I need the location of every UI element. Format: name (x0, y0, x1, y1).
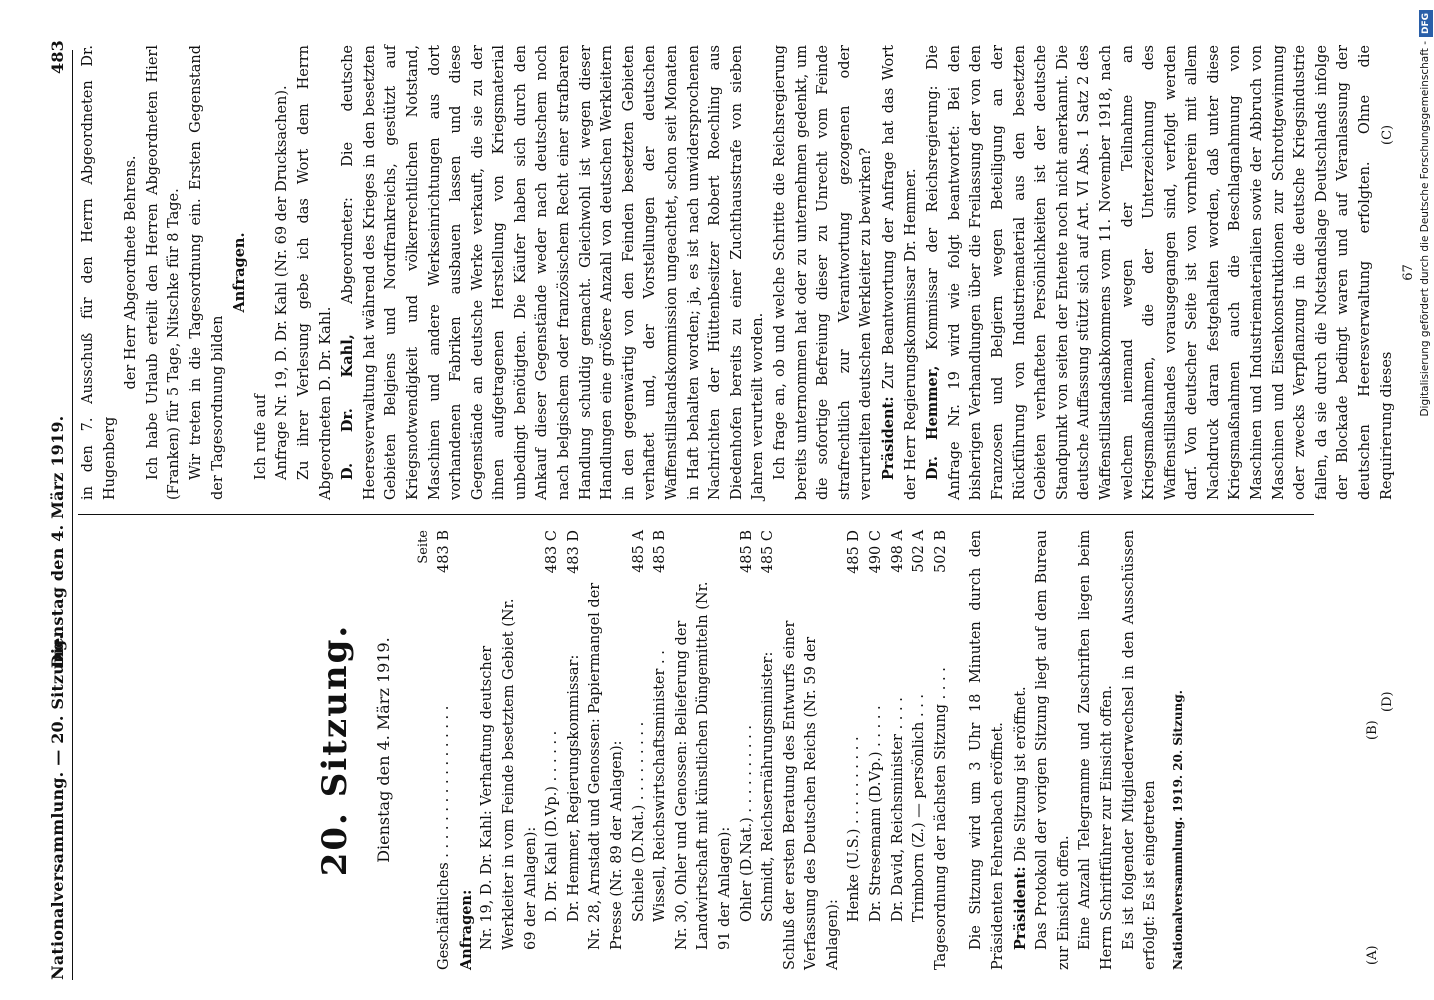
toc-row (931, 530, 953, 970)
agenda-text: Wir treten in die Tagesordnung ein. Ersten Gegenstand der Tagesordnung bilden (187, 45, 226, 500)
protocol-text: Das Protokoll der vorigen Sitzung liegt auf dem Bureau zur Einsicht offen. (1034, 530, 1072, 970)
toc-text: Tagesordnung der nächsten Sitzung . . . . (932, 667, 949, 970)
toc-text: D. Dr. Kahl (D.Vp.) . . . . . . (544, 730, 561, 922)
toc-row (650, 530, 672, 970)
hemmer-speech (922, 45, 1398, 500)
toc-row (629, 530, 651, 970)
question-text: Ich frage an, ob und welche Schritte die Reichsregierung bereits unternommen hat oder zu unternehmen gedenkt, um die sofortige Befreiung dieser zu Unrecht vom Feinde strafrechtlich zur Verantwortung gezogenen oder verurteilten deutschen Werkleiter zu bewirken? (772, 45, 875, 500)
toc-text: Anfragen: (457, 889, 475, 970)
column-divider (78, 514, 1314, 515)
toc-text: Geschäftliches . . . . . . . . . . . . . . . . . (436, 705, 453, 970)
president-label: Präsident: (1011, 866, 1029, 950)
president-text: Die Sitzung ist eröffnet. (1012, 686, 1029, 862)
toc-page: 485 B (652, 530, 669, 573)
toc-page: 485 B (738, 530, 755, 573)
hemmer-role: Kommissar der Reichsregierung: (925, 85, 942, 350)
toc-row (672, 530, 737, 970)
right-column (78, 45, 1420, 500)
toc-row (888, 530, 910, 970)
session-title: 20. Sitzung. (315, 623, 355, 877)
margin-mark-a: (A) (1365, 945, 1380, 965)
anfrage-19: Anfrage Nr. 19, D. Dr. Kahl (Nr. 69 der Drucksachen). (274, 85, 291, 480)
toc-text: Schluß der ersten Beratung des Entwurfs einer Verfassung des Deutschen Reichs (Nr. 59 der Anlagen): (781, 620, 841, 970)
toc-text: Dr. David, Reichsminister . . . . (889, 697, 906, 922)
toc-page: 502 A (911, 530, 928, 573)
toc-row (456, 530, 478, 970)
toc-row (434, 530, 456, 970)
header-rule (72, 50, 73, 980)
anfragen-heading: Anfragen. (231, 232, 249, 313)
toc-text: Schiele (D.Nat.) . . . . . . . . . (630, 721, 647, 922)
toc-text: Wissell, Reichswirtschaftsminister . . (652, 650, 669, 922)
running-header (48, 40, 70, 980)
committee-line-2: der Herr Abgeordnete Behrens. (123, 155, 140, 390)
toc-row (564, 530, 586, 970)
toc-text: Nr. 28, Arnstadt und Genossen: Papiermangel der Presse (Nr. 89 der Anlagen): (587, 582, 625, 950)
header-left: Nationalversammlung. — 20. Sitzung. (48, 633, 67, 980)
toc-page: 485 A (630, 530, 647, 573)
seite-label: Seite (415, 530, 431, 564)
toc-page: 498 A (889, 530, 906, 573)
kahl-role: Abgeordneter: (340, 197, 357, 304)
toc-text: Trimborn (Z.) — persönlich . . . (911, 693, 928, 922)
leave-text: Ich habe Urlaub erteilt den Herren Abgeordneten Hierl (Franken) für 5 Tage, Nitschke für 8 Tage. (144, 45, 183, 500)
toc-page: 502 B (932, 530, 949, 573)
call-text: Ich rufe auf (252, 394, 269, 480)
toc-page: 483 C (544, 530, 561, 574)
toc-text: Nr. 30, Ohler und Genossen: Belieferung der Landwirtschaft mit künstlichen Düngemitteln (Nr. 91 der Anlagen): (673, 581, 733, 950)
praes-label: Präsident: (879, 396, 897, 480)
kahl-label: D. Dr. Kahl, (339, 334, 357, 480)
margin-mark-b: (B) (1365, 720, 1380, 740)
president-answer (878, 45, 922, 500)
opening-text: Die Sitzung wird um 3 Uhr 18 Minuten durch den Präsidenten Fehrenbach eröffnet. (968, 530, 1007, 970)
toc-text: Ohler (D.Nat.) . . . . . . . . . . (738, 725, 755, 922)
table-of-contents (434, 530, 952, 970)
kahl-speech (337, 45, 770, 500)
praes-text: Zur Beantwortung der Anfrage hat das Wort der Herr Regierungskommissar Dr. Hemmer. (880, 45, 919, 500)
toc-row (909, 530, 931, 970)
toc-row (477, 530, 542, 970)
toc-text: Schmidt, Reichsernährungsminister: (760, 651, 777, 922)
toc-page: 490 C (868, 530, 885, 574)
toc-row (542, 530, 564, 970)
digitization-strip (1416, 10, 1434, 990)
dfg-badge: DFG (1419, 10, 1433, 37)
telegrams-text: Eine Anzahl Telegramme und Zuschriften liegen beim Herrn Schriftführer zur Einsicht offen. (1077, 530, 1115, 970)
page-footer: Nationalversammlung. 1919. 20. Sitzung. (1170, 690, 1185, 970)
toc-row (844, 530, 866, 970)
hemmer-text: Die Anfrage Nr. 19 wird wie folgt beantwortet: Bei den bisherigen Verhandlungen über die Freilassung der von den Franzosen und Belgiern wegen Beteiligung an der Rückführung von Industriematerial aus den besetzten Gebieten verhafteten Persönlichkeiten ist der deutsche Standpunkt von seiten der Entente noch nicht anerkannt. Die deutsche Auffassung stützt sich auf Art. VI Abs. 1 Satz 2 des Waffenstillstandsabkommens vom 11. November 1918, nach welchem niemand wegen der Teilnahme an Kriegsmaßnahmen, die der Unterzeichnung des Waffenstillstandes vorausgegangen sind, verfolgt werden darf. Von deutscher Seite ist von vornherein mit allem Nachdruck daran festgehalten worden, daß unter diese Kriegsmaßnahmen auch die Beschlagnahmung von Maschinen und Industriematerialien sowie der Abbruch von Maschinen und Eisenkonstruktionen zur Schrottgewinnung oder zwecks Verpflanzung in die deutsche Kriegsindustrie fallen, da sie durch die Notstandslage Deutschlands infolge der Blockade bedingt waren und auf Veranlassung der deutschen Heeresverwaltung erfolgten. Ohne die Requirierung dieses (925, 44, 1395, 500)
toc-row (737, 530, 759, 970)
session-date: Dienstag den 4. März 1919. (374, 637, 393, 863)
toc-row (780, 530, 845, 970)
margin-mark-d: (D) (1380, 691, 1395, 712)
digitization-note (1416, 10, 1434, 990)
toc-row (866, 530, 888, 970)
kahl-text: Die deutsche Heeresverwaltung hat während des Krieges in den besetzten Gebieten Belgiens und Nordfrankreichs, gestützt auf Kriegsnotwendigkeit und völkerrechtlichen Notstand, Maschinen und andere Werkseinrichtungen aus dort vorhandenen Fabriken ausbauen lassen und diese Gegenstände an deutsche Werke verkauft, die sie zu der ihnen aufgetragenen Herstellung von Kriegsmaterial unbedingt benötigten. Die Käufer haben sich durch den Ankauf dieser Gegenstände weder nach deutschem noch nach belgischem oder französischem Recht einer strafbaren Handlung schuldig gemacht. Gleichwohl ist wegen dieser Handlungen eine größere Anzahl von deutschen Werkleitern in den gegenwärtig von den Feinden besetzten Gebieten verhaftet und, der Vorstellungen der deutschen Waffenstillstandskommission ungeachtet, schon seit Monaten in Haft behalten worden; ja, es ist nach unwidersprochenen Nachrichten der Hüttenbesitzer Robert Roechling aus Diedenhofen bereits zu einer Zuchthausstrafe von sieben Jahren verurteilt worden. (340, 44, 767, 500)
toc-row (585, 530, 628, 970)
toc-text: Dr. Stresemann (D.Vp.) . . . . . (868, 705, 885, 922)
president-statement (1010, 530, 1033, 970)
digitization-text: Digitalisierung gefördert durch die Deutsche Forschungsgemeinschaft - (1419, 41, 1431, 417)
toc-text: Dr. Hemmer, Regierungskommissar: (565, 654, 582, 922)
bottom-number: 67 (1401, 264, 1417, 281)
margin-mark-c: (C) (1380, 124, 1395, 145)
header-right-group (48, 40, 67, 668)
reading-text: Zu ihrer Verlesung gebe ich das Wort dem Herrn Abgeordneten D. Dr. Kahl. (295, 45, 334, 500)
member-change-text: Es ist folgender Mitgliederwechsel in den Ausschüssen erfolgt: Es ist eingetreten (1120, 530, 1159, 970)
page-number: 483 (48, 40, 67, 74)
left-column (85, 530, 1189, 970)
committee-line-1: in den 7. Ausschuß für den Herrn Abgeordneten Dr. Hugenberg (80, 45, 118, 500)
header-right: Dienstag den 4. März 1919. (48, 415, 67, 669)
hemmer-label: Dr. Hemmer, (924, 365, 942, 480)
toc-page: 483 B (436, 530, 453, 573)
toc-page: 485 D (846, 530, 863, 574)
toc-page: 485 C (760, 530, 777, 574)
toc-row (758, 530, 780, 970)
toc-text: Nr. 19, D. Dr. Kahl: Verhaftung deutscher Werkleiter in vom Feinde besetztem Gebiet (Nr. 69 der Anlagen): (479, 598, 539, 950)
toc-page: 483 D (565, 530, 582, 574)
toc-text: Henke (U.S.) . . . . . . . . . . (846, 736, 863, 922)
